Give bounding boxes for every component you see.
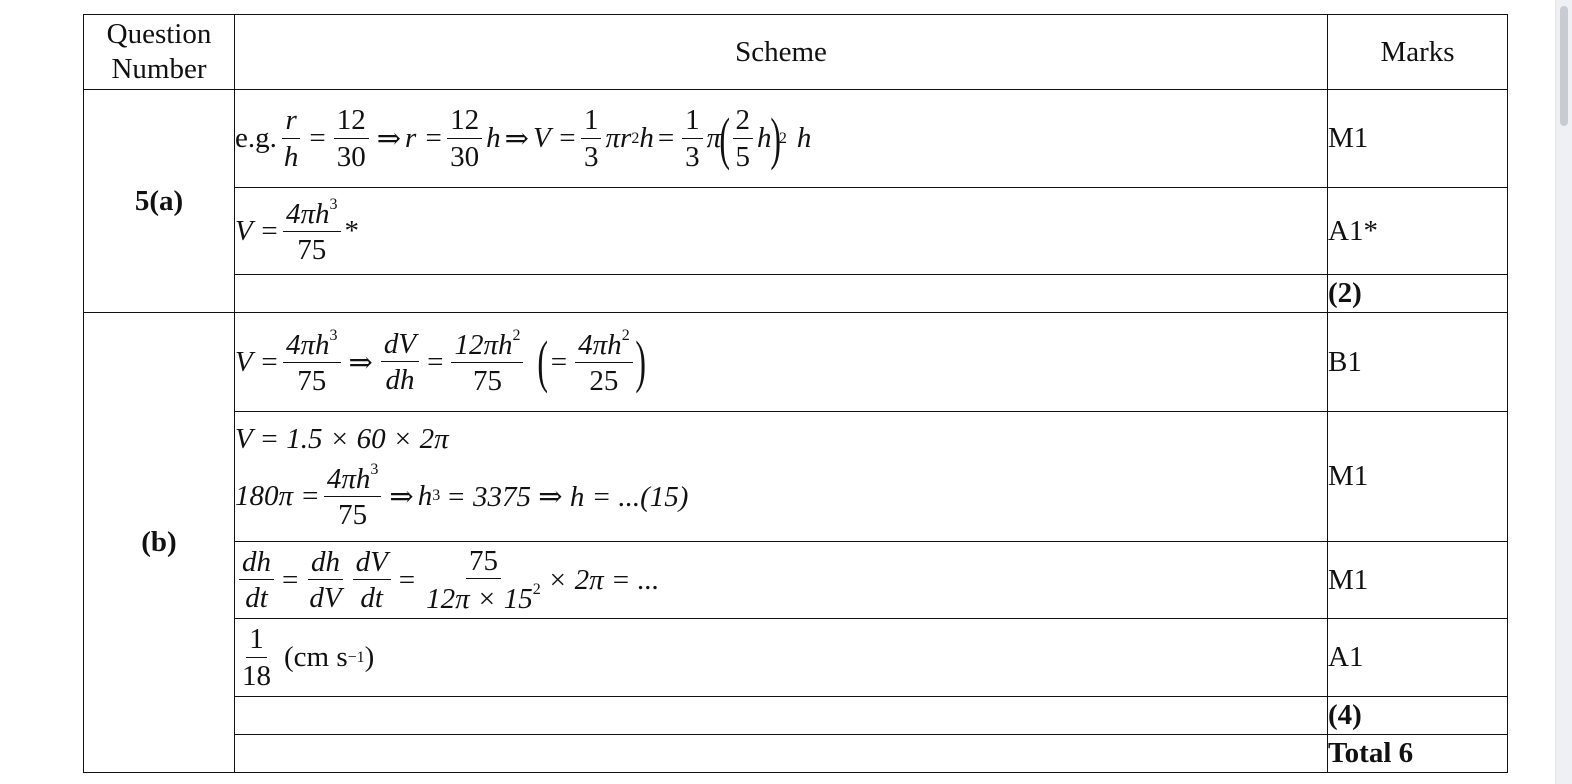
fraction: $\frac{4\pi h^3}{75}$ (283, 328, 341, 397)
part-b-subtotal-row (84, 697, 1508, 735)
part-b-scheme-4: $\frac{1}{18}$ (cm s −1 ) (235, 619, 1328, 697)
fraction: $\frac{12\pi h^2}{75}$ (451, 328, 523, 397)
part-a-scheme-2: V = $\frac{4\pi h^3}{75}$ * (235, 188, 1328, 275)
fraction: $\frac{1}{3}$ (581, 105, 602, 172)
fraction: $\frac{dh}{dV}$ (309, 545, 342, 614)
mark-scheme-table (83, 14, 1508, 773)
total-cell: Total 6 (1328, 735, 1508, 773)
mark-cell: M1 (1328, 90, 1508, 188)
fraction: $\frac{12}{30}$ (334, 105, 369, 172)
mark-cell: A1 (1328, 619, 1508, 697)
part-a-label: 5(a) (84, 90, 235, 313)
part-a-subtotal-row (84, 275, 1508, 313)
mark-cell: M1 (1328, 412, 1508, 542)
fraction: $\frac{1}{3}$ (682, 105, 703, 172)
fraction: $\frac{4\pi h^3}{75}$ (283, 197, 341, 266)
mark-cell: M1 (1328, 542, 1508, 619)
fraction: $\frac{r}{h}$ (283, 104, 299, 173)
part-b-row-3 (84, 542, 1508, 619)
part-b-scheme-2: V = 1.5 × 60 × 2π 180π = $\frac{4\pi h^3}{75}$ ⇒ h 3 = 3375 ⇒ h = ...(15) (235, 412, 1328, 542)
fraction: $\frac{dh}{dt}$ (239, 547, 274, 614)
fraction: $\frac{dV}{dt}$ (353, 547, 391, 614)
part-a-scheme-1: e.g. $\frac{r}{h}$ = $\frac{12}{30}$ ⇒ r = $\frac{12}{30}$ h ⇒ V = $\frac{1}{3}$ πr 2 h = $\frac{1}{3}$ π ( $\frac{2}{5}$ h ) 2 h (235, 90, 1328, 188)
fraction: $\frac{2}{5}$ (733, 105, 754, 172)
fraction: $\frac{75}{12\pi \times 15^2}$ (426, 544, 541, 615)
part-b-row-1 (84, 313, 1508, 412)
header-marks: Marks (1328, 15, 1508, 90)
part-a-row-2 (84, 188, 1508, 275)
vertical-scrollbar[interactable] (1555, 0, 1572, 784)
part-b-label: (b) (84, 313, 235, 773)
part-b-row-2 (84, 412, 1508, 542)
scrollbar-thumb[interactable] (1560, 6, 1568, 126)
fraction: $\frac{4\pi h^2}{25}$ (575, 328, 633, 397)
total-row (84, 735, 1508, 773)
subtotal-cell: (4) (1328, 697, 1508, 735)
part-a-row-1 (84, 90, 1508, 188)
fraction: $\frac{12}{30}$ (447, 105, 482, 172)
header-row (84, 15, 1508, 90)
part-b-row-4 (84, 619, 1508, 697)
mark-cell: A1* (1328, 188, 1508, 275)
fraction: $\frac{4\pi h^3}{75}$ (324, 462, 382, 531)
fraction: $\frac{dV}{dh}$ (381, 329, 419, 396)
subtotal-cell: (2) (1328, 275, 1508, 313)
header-scheme: Scheme (235, 15, 1328, 90)
header-question-number: Question Number (84, 15, 235, 90)
mark-cell: B1 (1328, 313, 1508, 412)
part-b-scheme-1: V = $\frac{4\pi h^3}{75}$ ⇒ $\frac{dV}{dh}$ = $\frac{12\pi h^2}{75}$ ( = $\frac{4\pi h^2}{25}$ ) (235, 313, 1328, 412)
part-b-scheme-3: $\frac{dh}{dt}$ = $\frac{dh}{dV}$ $\frac{dV}{dt}$ = $\frac{75}{12\pi \times 15^2}$ × 2π = ... (235, 542, 1328, 619)
fraction: $\frac{1}{18}$ (242, 623, 271, 692)
